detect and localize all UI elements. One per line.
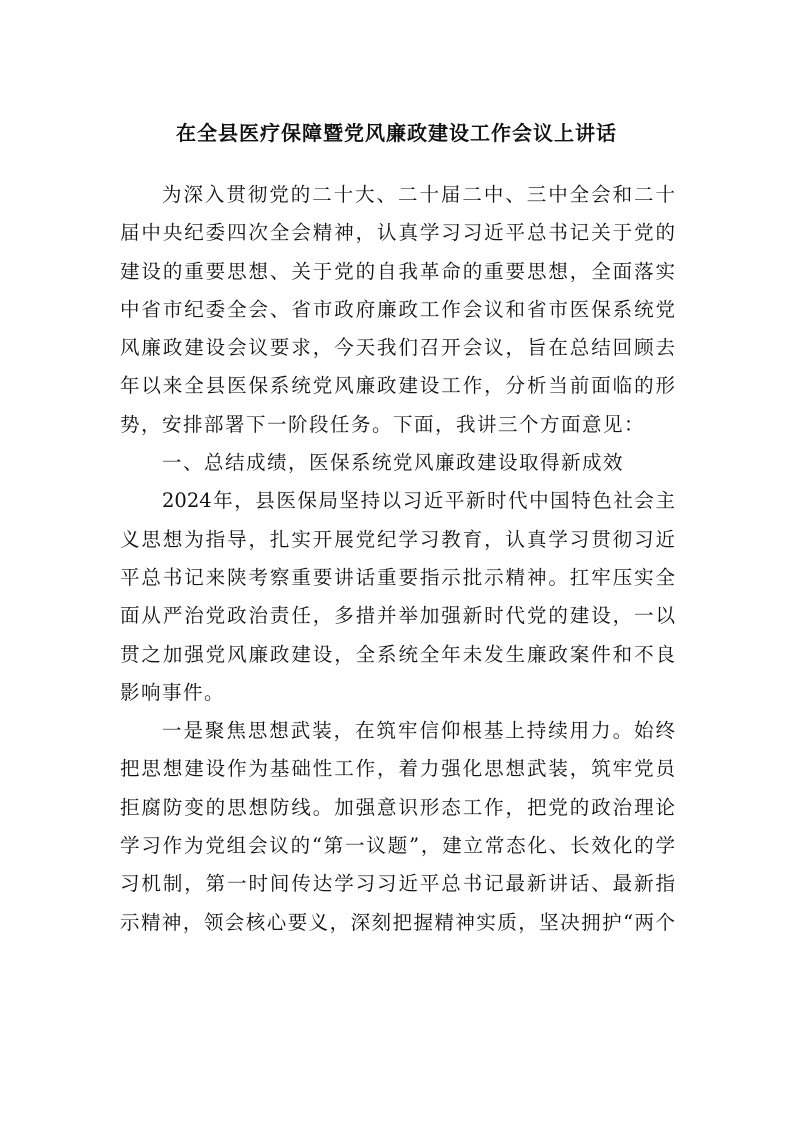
section-heading-1 bbox=[120, 444, 675, 482]
document-body bbox=[120, 176, 675, 942]
text-line: 义思想为指导，扎实开展党纪学习教育，认真学习贯彻习近 bbox=[120, 527, 675, 551]
paragraph-2024-summary bbox=[120, 482, 675, 712]
text-line: 影响事件。 bbox=[120, 680, 226, 704]
text-line: 学习作为党组会议的“第一议题”，建立常态化、长效化的学 bbox=[120, 834, 675, 858]
text-line: 建设的重要思想、关于党的自我革命的重要思想，全面落实 bbox=[120, 259, 675, 283]
paragraph-intro bbox=[120, 176, 675, 444]
text-line: 中省市纪委全会、省市政府廉政工作会议和省市医保系统党 bbox=[120, 297, 675, 321]
text-line: 届中央纪委四次全会精神，认真学习习近平总书记关于党的 bbox=[120, 221, 675, 245]
paragraph-ideology bbox=[120, 712, 675, 942]
text-line: 贯之加强党风廉政建设，全系统全年未发生廉政案件和不良 bbox=[120, 642, 675, 666]
document-title: 在全县医疗保障暨党风廉政建设工作会议上讲话 bbox=[176, 121, 617, 145]
text-line: 平总书记来陕考察重要讲话重要指示批示精神。扛牢压实全 bbox=[120, 565, 675, 589]
text-line: 风廉政建设会议要求，今天我们召开会议，旨在总结回顾去 bbox=[120, 336, 675, 360]
text-line: 势，安排部署下一阶段任务。下面，我讲三个方面意见： bbox=[120, 412, 646, 436]
text-line: 拒腐防变的思想防线。加强意识形态工作，把党的政治理论 bbox=[120, 795, 675, 819]
text-line: 为深入贯彻党的二十大、二十届二中、三中全会和二十 bbox=[162, 183, 675, 206]
text-line: 一是聚焦思想武装，在筑牢信仰根基上持续用力。始终 bbox=[162, 719, 675, 743]
section-heading-text: 一、总结成绩，医保系统党风廉政建设取得新成效 bbox=[162, 451, 625, 475]
text-line: 面从严治党政治责任，多措并举加强新时代党的建设，一以 bbox=[120, 604, 675, 628]
text-line: 2024年，县医保局坚持以习近平新时代中国特色社会主 bbox=[162, 489, 675, 513]
text-line: 把思想建设作为基础性工作，着力强化思想武装，筑牢党员 bbox=[120, 757, 675, 781]
text-line: 习机制，第一时间传达学习习近平总书记最新讲话、最新指 bbox=[120, 872, 675, 896]
text-line: 年以来全县医保系统党风廉政建设工作，分析当前面临的形 bbox=[120, 374, 675, 398]
text-line: 示精神，领会核心要义，深刻把握精神实质，坚决拥护“两个 bbox=[120, 910, 675, 934]
